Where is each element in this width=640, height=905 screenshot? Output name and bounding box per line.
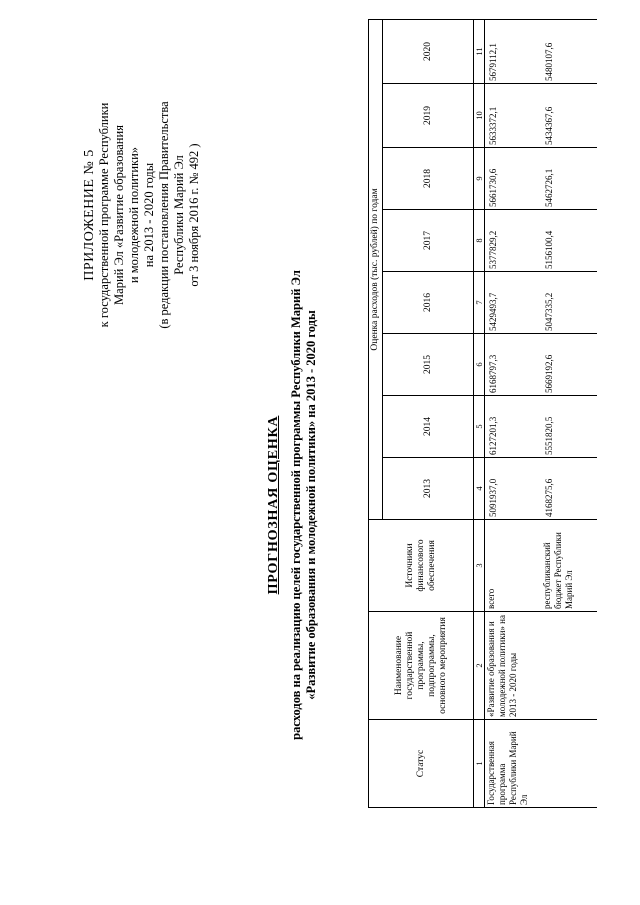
column-number: 4 xyxy=(474,458,485,520)
document-subtitle-line-2: «Развитие образования и молодежной политики» на 2013 - 2020 годы xyxy=(304,310,318,700)
column-number-row xyxy=(474,19,485,807)
header-sources: Источники финансового обеспечения xyxy=(369,520,474,612)
header-year: 2019 xyxy=(383,84,474,148)
row-name: «Развитие образования и молодежной политики» на 2013 - 2020 годы xyxy=(485,612,542,720)
row-value: 5156100,4 xyxy=(541,210,597,272)
column-number: 1 xyxy=(474,720,485,808)
row-value: 5377829,2 xyxy=(485,210,542,272)
document-subtitle-line-1: расходов на реализацию целей государственной программы Республики Марий Эл xyxy=(289,270,303,740)
column-number: 8 xyxy=(474,210,485,272)
row-name xyxy=(541,612,597,720)
header-year: 2018 xyxy=(383,148,474,210)
row-status xyxy=(541,720,597,808)
header-name: Наименование государственной программы, подпрограммы, основного мероприятия xyxy=(369,612,474,720)
header-year: 2016 xyxy=(383,272,474,334)
column-number: 6 xyxy=(474,334,485,396)
row-value: 5091937,0 xyxy=(485,458,542,520)
header-year: 2015 xyxy=(383,334,474,396)
appendix-line: Республики Марий Эл xyxy=(172,155,186,275)
appendix-line: (в редакции постановления Правительства xyxy=(157,101,171,329)
appendix-line: от 3 ноября 2016 г. № 492 ) xyxy=(187,143,201,287)
table-row xyxy=(541,19,597,807)
row-value: 5661730,6 xyxy=(485,148,542,210)
column-number: 7 xyxy=(474,272,485,334)
row-value: 6127201,3 xyxy=(485,396,542,458)
row-value: 5429493,7 xyxy=(485,272,542,334)
appendix-line: Марий Эл «Развитие образования xyxy=(112,125,126,305)
document-title: ПРОГНОЗНАЯ ОЦЕНКА xyxy=(266,415,281,595)
column-number: 11 xyxy=(474,19,485,83)
column-number: 3 xyxy=(474,520,485,612)
row-value: 5679112,1 xyxy=(485,19,542,83)
expense-estimate-table xyxy=(368,19,597,808)
column-number: 2 xyxy=(474,612,485,720)
row-value: 5434367,6 xyxy=(541,84,597,148)
row-value: 5480107,6 xyxy=(541,19,597,83)
appendix-line: к государственной программе Республики xyxy=(97,102,111,328)
row-value: 5633372,1 xyxy=(485,84,542,148)
column-number: 10 xyxy=(474,84,485,148)
row-value: 5462726,1 xyxy=(541,148,597,210)
row-value: 6168797,3 xyxy=(485,334,542,396)
header-estimate: Оценка расходов (тыс. рублей) по годам xyxy=(369,19,383,519)
row-status: Государственная программа Республики Марий Эл xyxy=(485,720,542,808)
row-source: всего xyxy=(485,520,542,612)
column-number: 5 xyxy=(474,396,485,458)
appendix-block xyxy=(82,85,202,345)
column-number: 9 xyxy=(474,148,485,210)
header-year: 2017 xyxy=(383,210,474,272)
appendix-line: на 2013 - 2020 годы xyxy=(142,162,156,268)
row-value: 5551820,5 xyxy=(541,396,597,458)
header-year: 2020 xyxy=(383,19,474,83)
header-year: 2013 xyxy=(383,458,474,520)
row-value: 5047335,2 xyxy=(541,272,597,334)
row-value: 4168275,6 xyxy=(541,458,597,520)
table-row xyxy=(485,19,542,807)
row-source: республиканский бюджет Республики Марий Эл xyxy=(541,520,597,612)
appendix-line: и молодежной политики» xyxy=(127,146,141,284)
header-status: Статус xyxy=(369,720,474,808)
header-row xyxy=(369,19,383,807)
header-year: 2014 xyxy=(383,396,474,458)
row-value: 5669192,6 xyxy=(541,334,597,396)
appendix-title: ПРИЛОЖЕНИЕ № 5 xyxy=(82,149,97,281)
document-heading xyxy=(265,245,319,765)
